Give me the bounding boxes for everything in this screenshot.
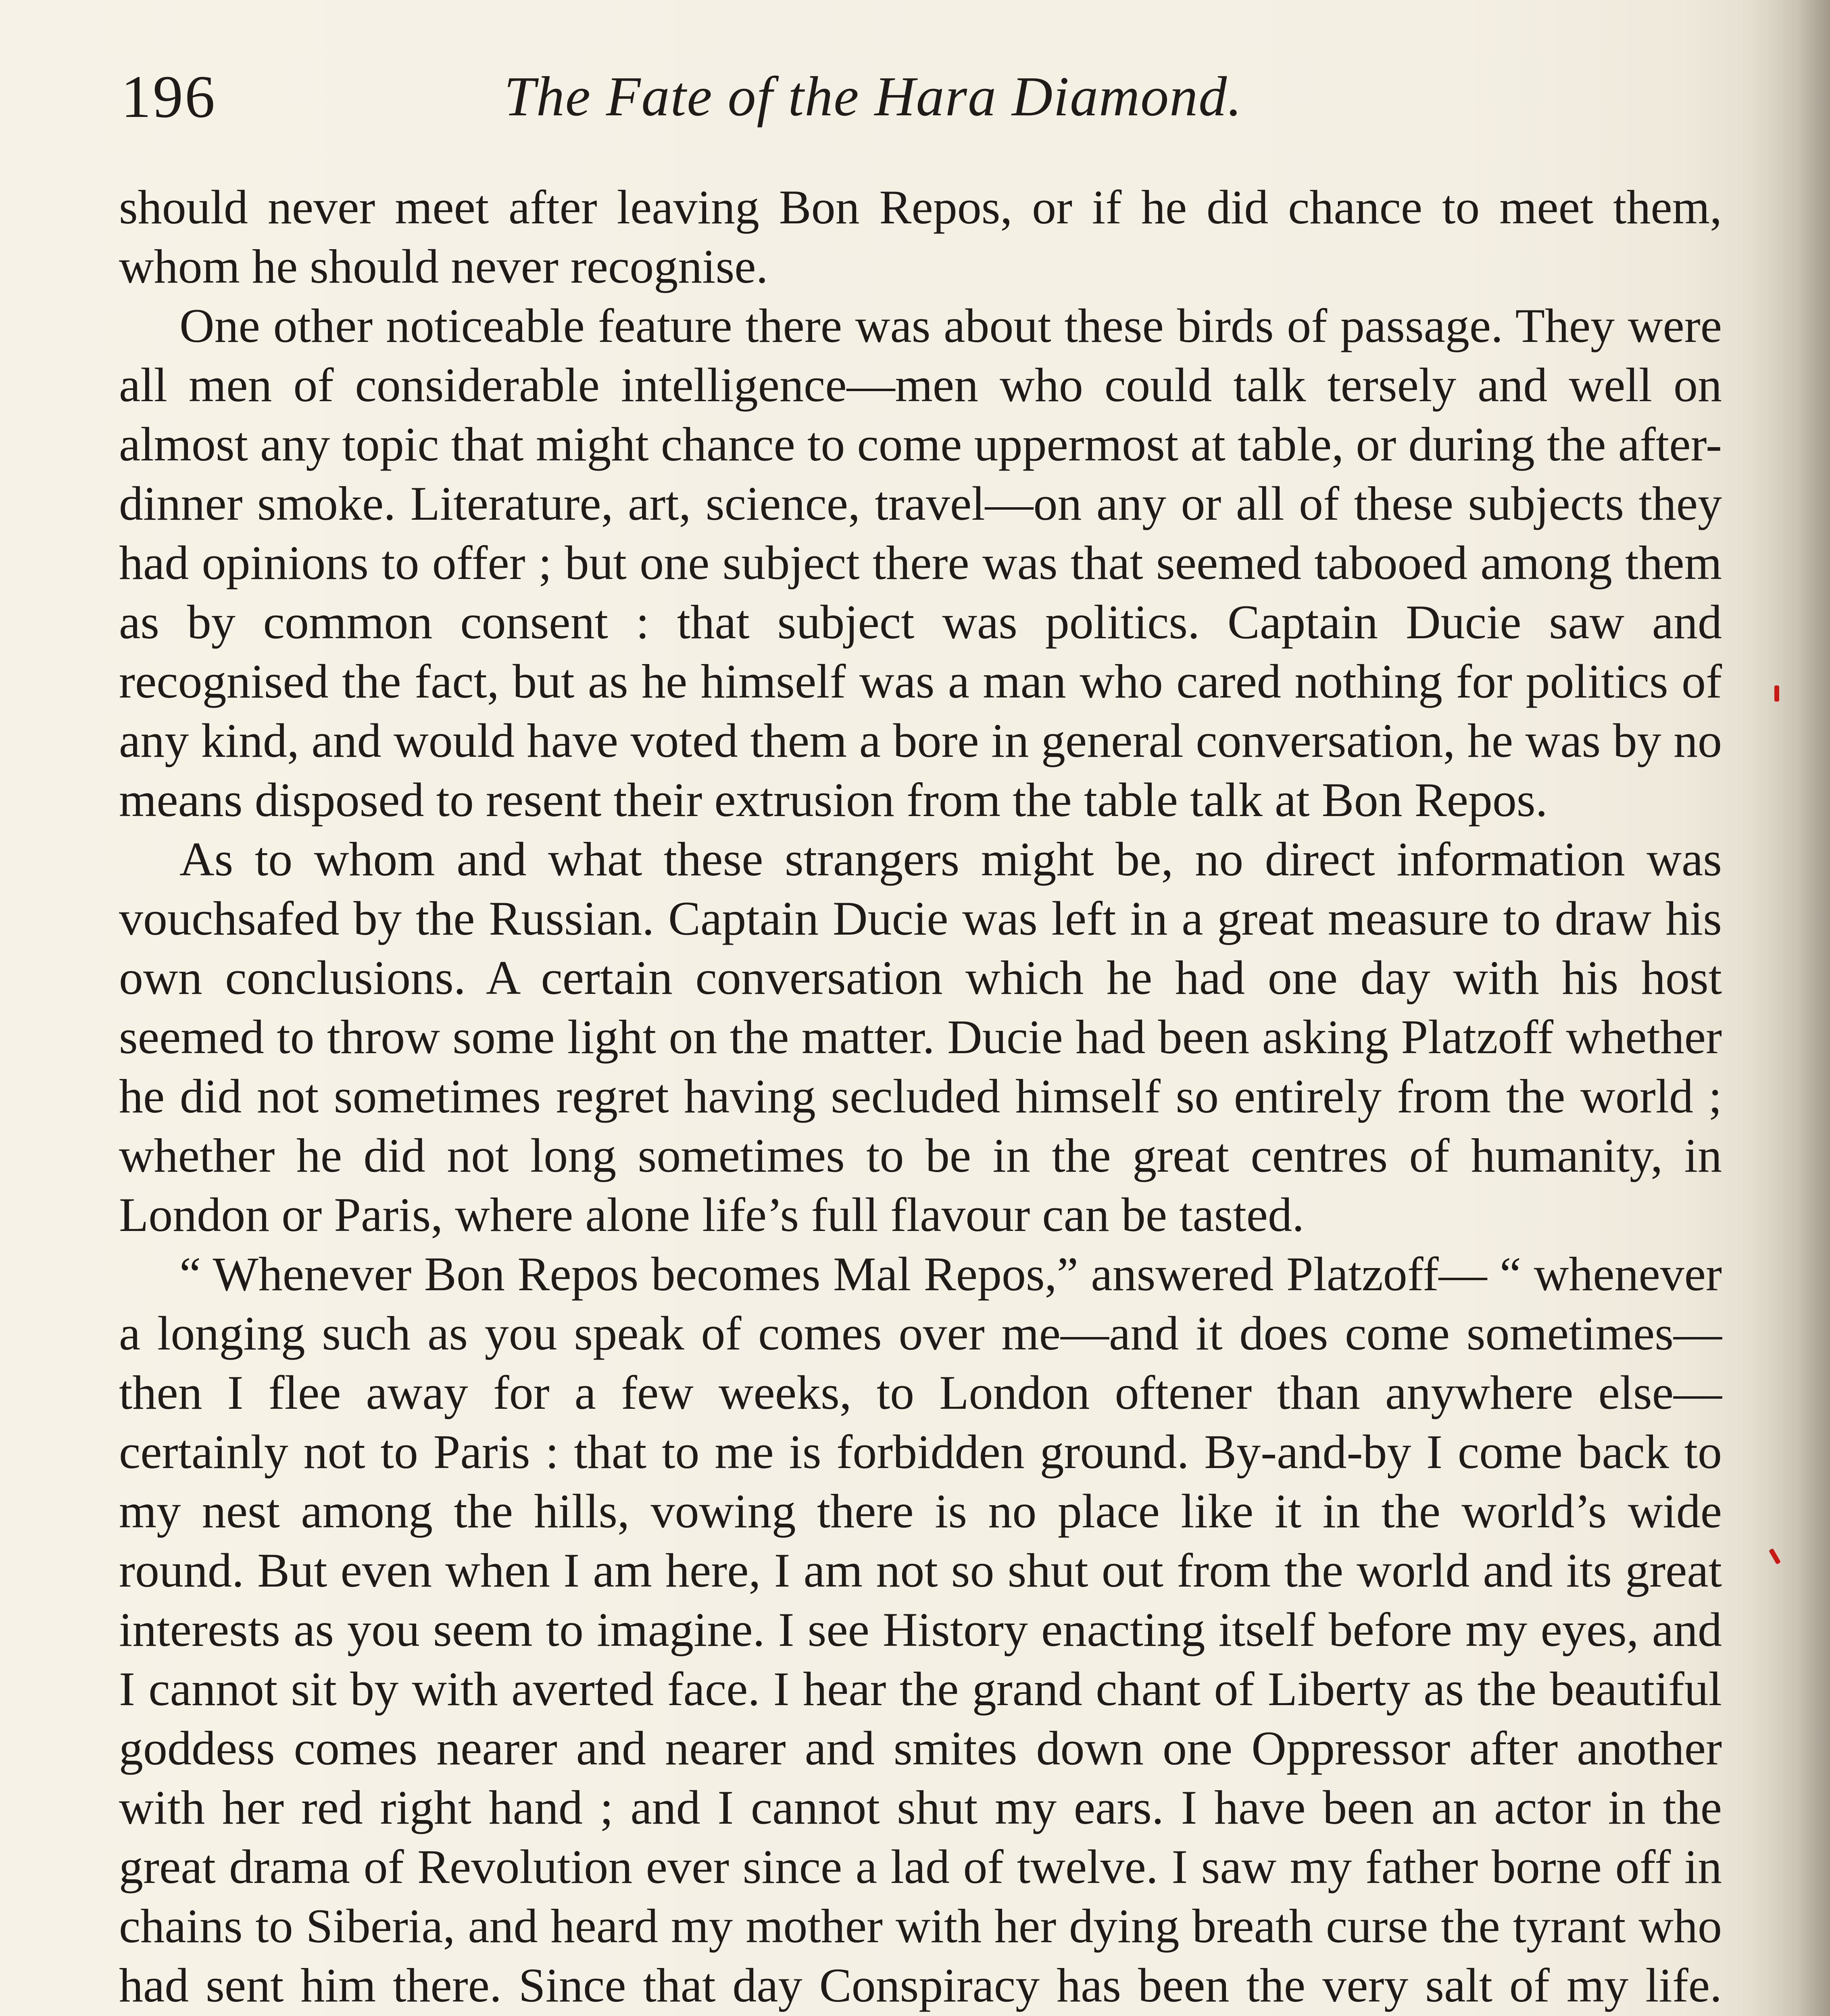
body-text [119,177,1722,2016]
gutter-shadow [1749,0,1830,2016]
page-header [121,56,1718,137]
red-margin-mark [1774,685,1779,702]
paragraph: As to whom and what these strangers might be, no direct information was vouchsafed by the Russian. Captain Ducie was left in a great measure to draw his own conclusions. A certain conversation which he had one day with his host seemed to throw some light on the matter. Ducie had been asking Platzoff whether he did not sometimes regret having secluded himself so entirely from the world ; whether he did not long sometimes to be in the great centres of humanity, in London or Paris, where alone life’s full flavour can be tasted. [119,832,1722,1241]
paragraph: One other noticeable feature there was about these birds of passage. They were all men of considerable intelligence—men who could talk tersely and well on almost any topic that might chance to come uppermost at table, or during the after-dinner smoke. Literature, art, science, travel—on any or all of these subjects they had opinions to offer ; but one subject there was that seemed tabooed among them as by common consent : that subject was politics. Captain Ducie saw and recognised the fact, but as he himself was a man who cared nothing for politics of any kind, and would have voted them a bore in general conversation, he was by no means disposed to resent their extrusion from the table talk at Bon Repos. [119,299,1722,827]
paragraph: should never meet after leaving Bon Repos, or if he did chance to meet them, whom he should never recognise. [119,180,1722,293]
paragraph: “ Whenever Bon Repos becomes Mal Repos,” answered Platzoff— “ whenever a longing such as you speak of comes over me—and it does come sometimes—then I flee away for a few weeks, to London oftener than anywhere else—certainly not to Paris : that to me is forbidden ground. By-and-by I come back to my nest among the hills, vowing there is no place like it in the world’s wide round. But even when I am here, I am not so shut out from the world and its great interests as you seem to imagine. I see History enacting itself before my eyes, and I cannot sit by with averted face. I hear the grand chant of Liberty as the beautiful goddess comes nearer and nearer and smites down one Oppressor after another with her red right hand ; and I cannot shut my ears. I have been an actor in the great drama of Revolution ever since a lad of twelve. I saw my father borne off in chains to Siberia, and heard my mother with her dying breath curse the tyrant who had sent him there. Since that day Conspiracy has been the very salt of my life. [119,1247,1722,2012]
page-number: 196 [121,63,217,130]
running-title: The Fate of the Hara Diamond. [504,65,1243,128]
